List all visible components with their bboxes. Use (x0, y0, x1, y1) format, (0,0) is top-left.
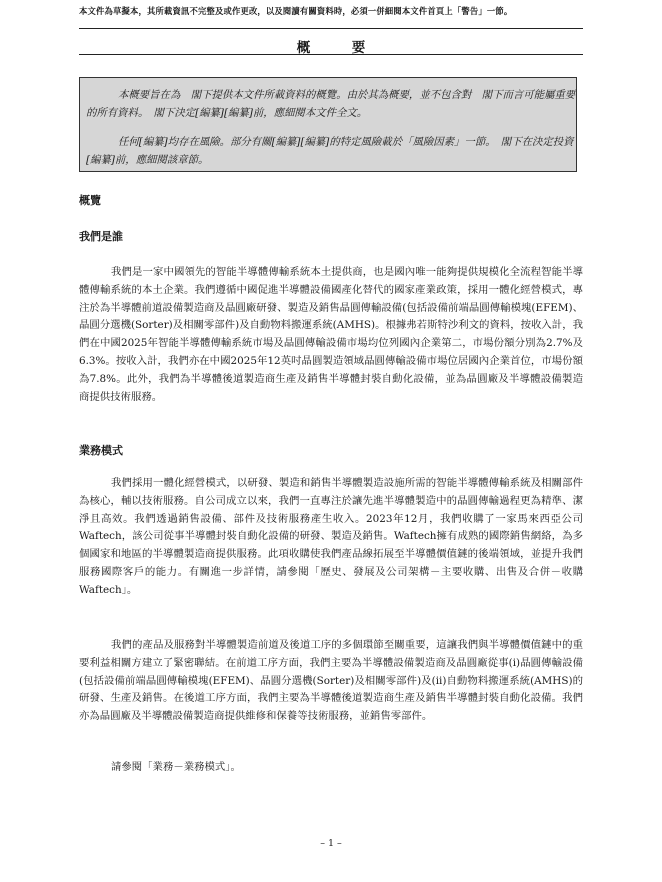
page-number: – 1 – (320, 838, 342, 849)
page-title: 概 要 (296, 40, 380, 56)
overview-heading: 概覽 (79, 194, 101, 207)
business-model-paragraph-2: 我們的產品及服務對半導體製造前道及後道工序的多個環節至關重要，這讓我們與半導體價值鏈中的重要利益相關方建立了緊密聯結。在前道工序方面，我們主要為半導體設備製造商及晶圓廠從事(i)晶圓傳輸設備(包括設備前端晶圓傳輸模塊(EFEM)、晶圓分選機(Sorter)及相關零部件)及(ii)自動物料搬運系統(AMHS)的研發、生產及銷售。在後道工序方面，我們主要為半導體後道製造商生產及銷售半導體封裝自動化設備。我們亦為晶圓廠及半導體設備製造商提供維修和保養等技術服務，並銷售零部件。 (79, 639, 583, 723)
draft-warning-header: 本文件為草擬本，其所載資訊不完整及或作更改，以及閱讀有關資料時，必須一併細閱本文件首頁上「警告」一節。 (79, 6, 513, 16)
business-model-heading: 業務模式 (79, 444, 123, 457)
title-rule (79, 54, 583, 55)
summary-notice-box (79, 77, 577, 172)
header-rule (79, 28, 583, 29)
who-we-are-heading: 我們是誰 (79, 230, 123, 243)
business-model-paragraph-1: 我們採用一體化經營模式，以研發、製造和銷售半導體製造設施所需的智能半導體傳輸系統及相關部件為核心，輔以技術服務。自公司成立以來，我們一直專注於讓先進半導體製造中的晶圓傳輸過程更為精準、潔淨且高效。我們透過銷售設備、部件及技術服務產生收入。2023年12月，我們收購了一家馬來西亞公司Waftech，該公司從事半導體封裝自動化設備的研發、製造及銷售。Waftech擁有成熟的國際銷售網絡，為多個國家和地區的半導體製造商提供服務。此項收購使我們產品線拓展至半導體價值鏈的後端領域，並提升我們服務國際客戶的能力。有關進一步詳情，請參閱「歷史、發展及公司架構－主要收購、出售及合併－收購Waftech」。 (79, 477, 583, 596)
notice-paragraph-2: 任何[編纂]均存在風險。部分有關[編纂][編纂]的特定風險載於「風險因素」一節。 閣下在決定投資[編纂]前，應細閱該章節。 (86, 136, 574, 166)
business-model-reference: 請參閱「業務－業務模式」。 (111, 761, 241, 773)
notice-paragraph-1: 本概要旨在為 閣下提供本文件所載資料的概覽。由於其為概要，並不包含對 閣下而言可能屬重要的所有資料。 閣下決定[編纂][編纂]前，應細閱本文件全文。 (86, 89, 576, 119)
who-we-are-paragraph: 我們是一家中國領先的智能半導體傳輸系統本土提供商，也是國內唯一能夠提供規模化全流程智能半導體傳輸系統的本土企業。我們遵循中國促進半導體設備國產化替代的國家產業政策，採用一體化經營模式，專注於為半導體前道設備製造商及晶圓廠研發、製造及銷售晶圓傳輸設備(包括設備前端晶圓傳輸模塊(EFEM)、晶圓分選機(Sorter)及相關零部件)及自動物料搬運系統(AMHS)。根據弗若斯特沙利文的資料，按收入計，我們在中國2025年智能半導體傳輸系統市場及晶圓傳輸設備市場均位列國內企業第二，市場份額分別為2.7%及6.3%。按收入計，我們亦在中國2025年12英吋晶圓製造領域晶圓傳輸設備市場位居國內企業首位，市場份額為7.8%。此外，我們為半導體後道製造商生產及銷售半導體封裝自動化設備，並為晶圓廠及半導體設備製造商提供技術服務。 (79, 266, 583, 403)
